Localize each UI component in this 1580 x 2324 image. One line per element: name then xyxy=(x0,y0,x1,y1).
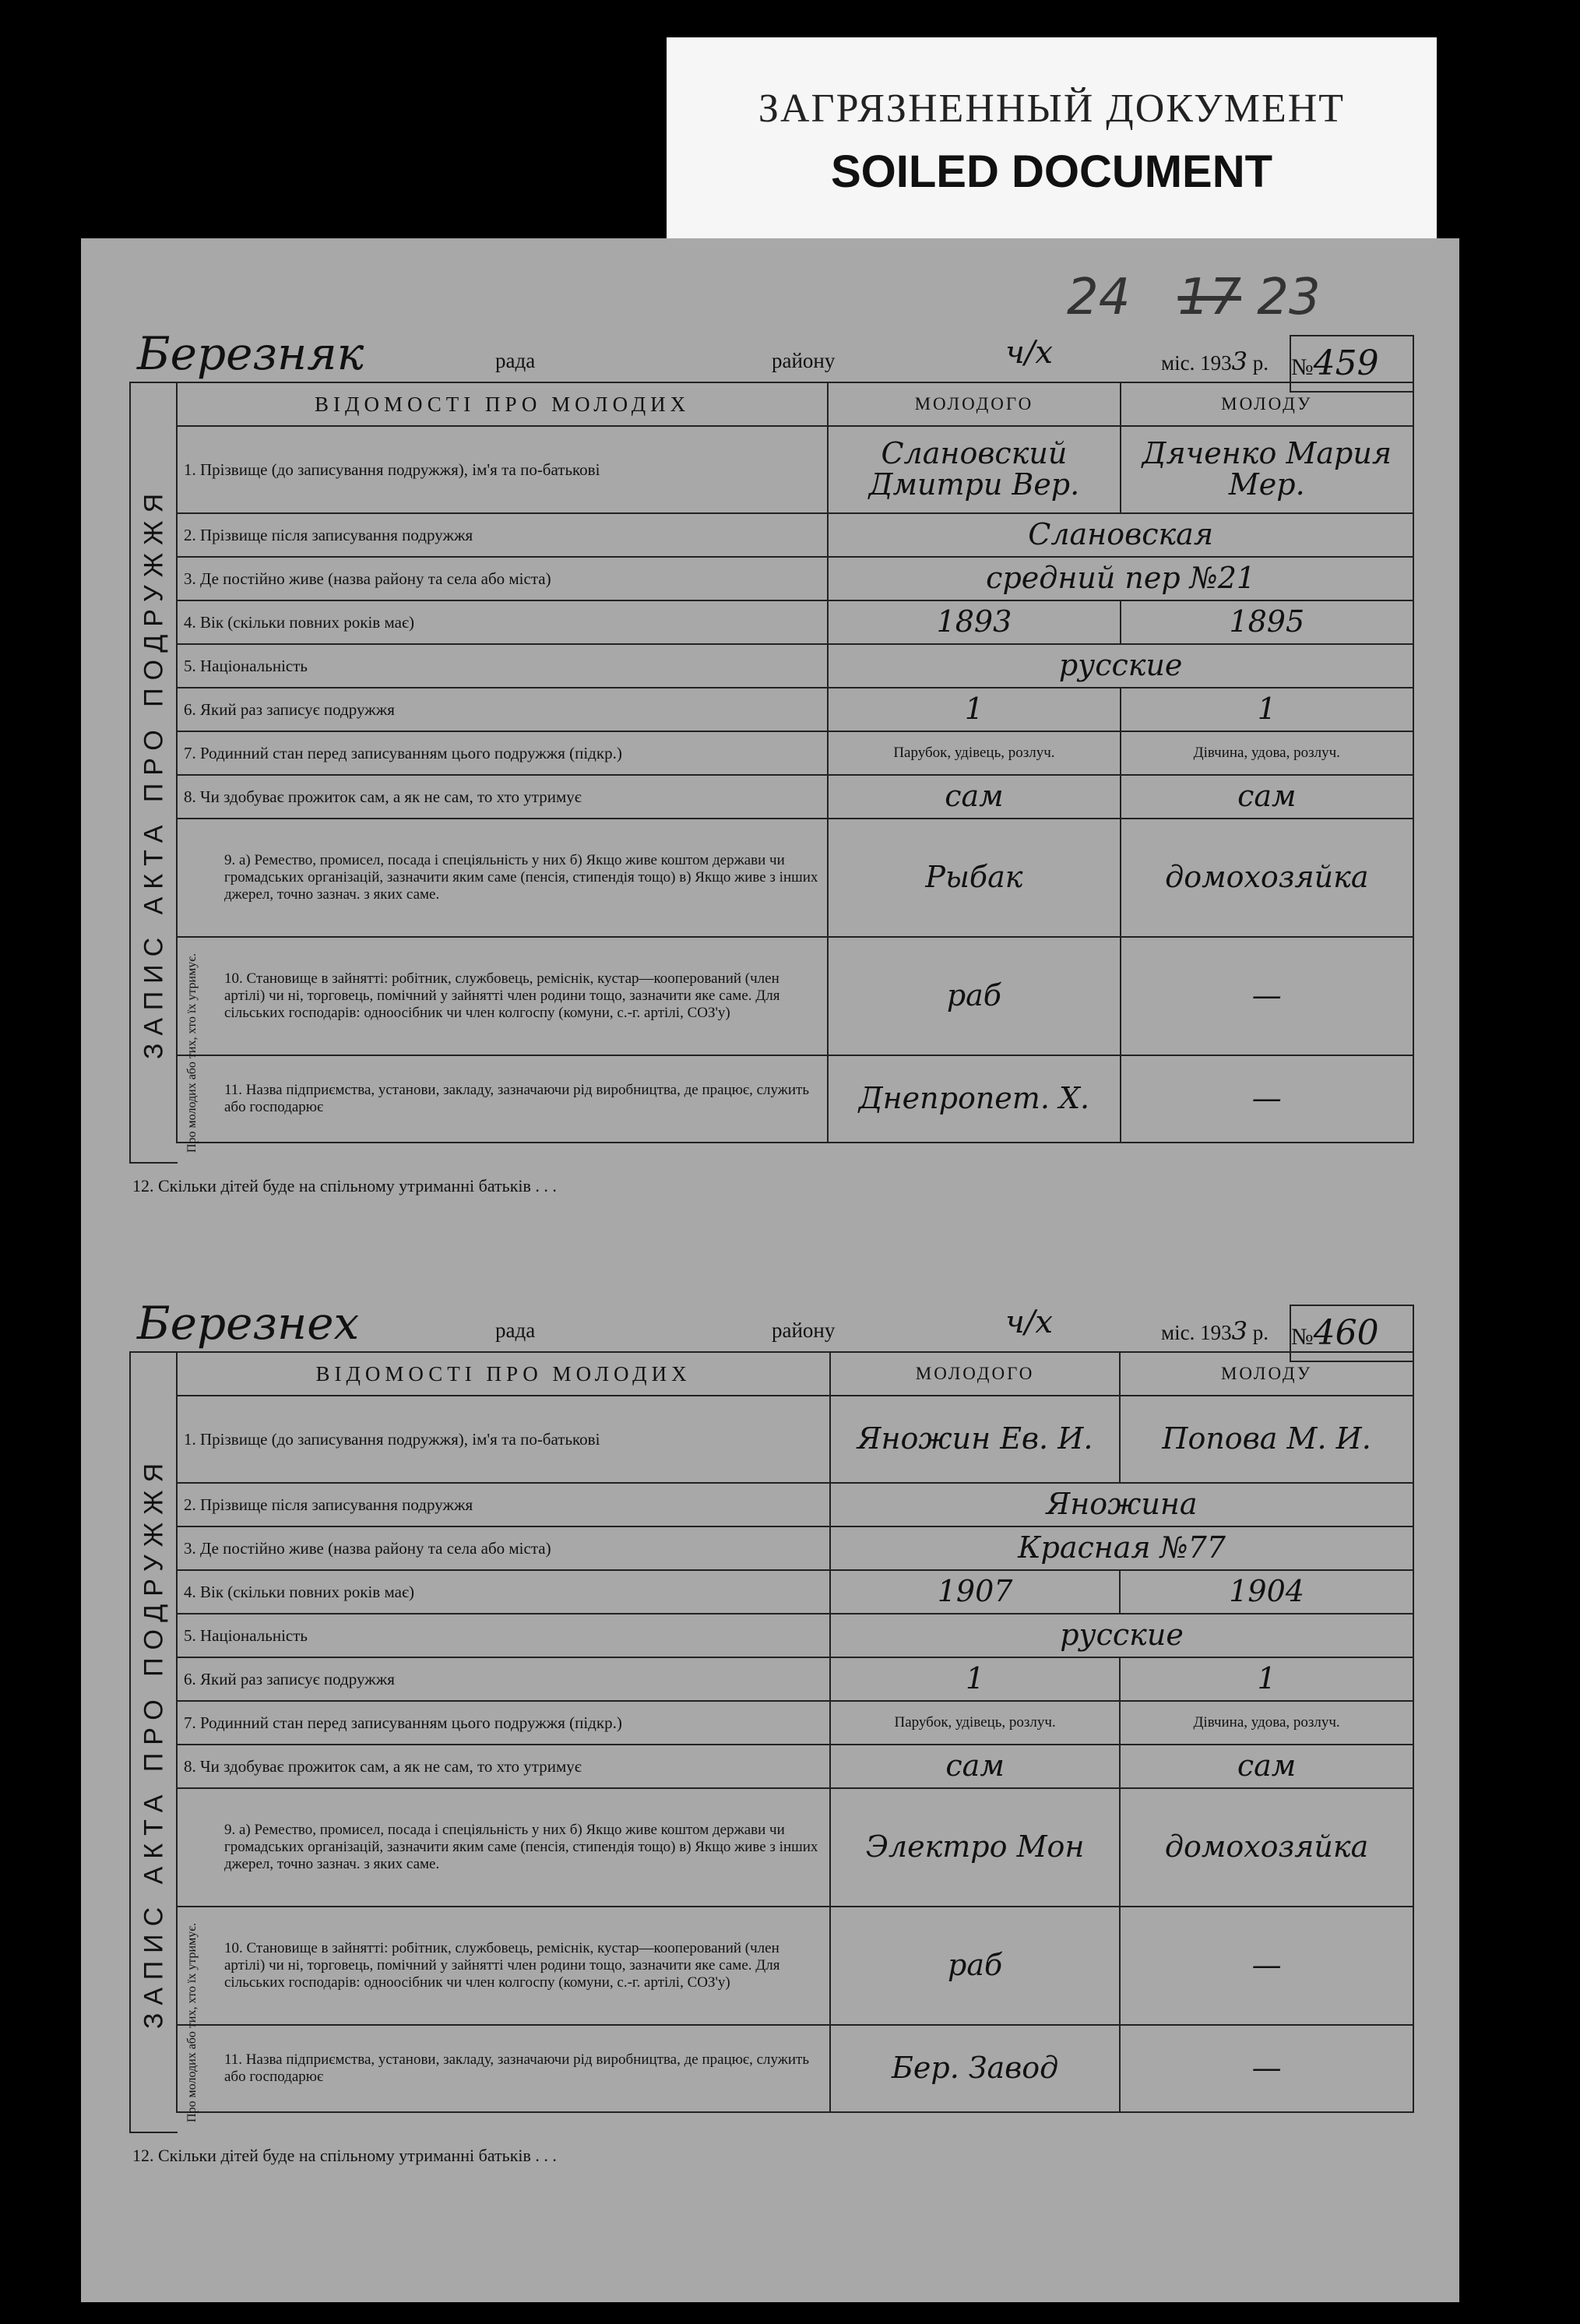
q11-label: 11. Назва підприємства, установи, закладу, зазначаючи рід виробництва, де працює, служить або господарює xyxy=(177,1055,828,1143)
groom-self-support: сам xyxy=(830,1745,1120,1788)
bride-workplace: — xyxy=(1121,1055,1413,1143)
bride-status-options: Дівчина, удова, розлуч. xyxy=(1121,731,1413,775)
section-heading: ВІДОМОСТІ ПРО МОЛОДИХ xyxy=(177,1352,830,1396)
surname-after: Слановская xyxy=(828,513,1413,557)
residence: средний пер №21 xyxy=(828,557,1413,600)
nationality: русские xyxy=(830,1614,1413,1657)
q8-label: 8. Чи здобуває прожиток сам, а як не сам, то хто утримує xyxy=(177,1745,830,1788)
record-number-box: №459 xyxy=(1290,335,1414,393)
q4-label: 4. Вік (скільки повних років має) xyxy=(177,600,828,644)
district-value: ч/х xyxy=(1005,335,1053,371)
q10-label: 10. Становище в зайнятті: робітник, службовець, реміснік, кустар—кооперований (член артілі) чи ні, торговець, помічний у зайнятті член родини тощо, зазначити яке саме. Для сільських господарів: одноосібник чи член колгоспу (комуни, с.-г. артілі, СОЗ'у) xyxy=(177,1907,830,2025)
marriage-record-2 xyxy=(129,1297,1414,2161)
q9-label: 9. а) Ремество, промисел, посада і спеціяльність у них б) Якщо живе коштом держави чи громадських організацій, зазначити яким саме (пенсія, стипендія тощо) в) Якщо живе з інших джерел, точно зазнач. з яких саме. xyxy=(177,1788,830,1907)
vertical-title: ЗАПИС АКТА ПРО ПОДРУЖЖЯ xyxy=(129,1351,178,2133)
groom-name: Слановский Дмитри Вер. xyxy=(828,426,1120,513)
groom-name: Яножин Ев. И. xyxy=(830,1396,1120,1483)
record-table xyxy=(176,1351,1414,2113)
archive-number-crossed: 17 xyxy=(1177,269,1241,326)
label-russian: ЗАГРЯЗНЕННЫЙ ДОКУМЕНТ xyxy=(758,86,1346,131)
q9-label: 9. а) Ремество, промисел, посада і спеціяльність у них б) Якщо живе коштом держави чи громадських організацій, зазначити яким саме (пенсія, стипендія тощо) в) Якщо живе з інших джерел, точно зазнач. з яких саме. xyxy=(177,819,828,937)
raion-label: району xyxy=(772,1319,836,1342)
groom-birth-year: 1907 xyxy=(830,1570,1120,1614)
side-note: Про молодих або тих, хто їх утримує. xyxy=(185,1922,199,2122)
archive-number xyxy=(1067,269,1321,326)
q5-label: 5. Національність xyxy=(177,1614,830,1657)
bride-occupation: домохозяйка xyxy=(1121,819,1413,937)
bride-status-options: Дівчина, удова, розлуч. xyxy=(1120,1701,1413,1745)
bride-times: 1 xyxy=(1120,1657,1413,1701)
bride-employment-status: — xyxy=(1120,1907,1413,2025)
q6-label: 6. Який раз записує подружжя xyxy=(177,688,828,731)
raion-label: району xyxy=(772,349,836,372)
month-year-label: міс. 1933 р. xyxy=(1161,1316,1269,1346)
q8-label: 8. Чи здобуває прожиток сам, а як не сам, то хто утримує xyxy=(177,775,828,819)
district-value: ч/х xyxy=(1005,1305,1053,1340)
q4-label: 4. Вік (скільки повних років має) xyxy=(177,1570,830,1614)
q11-label: 11. Назва підприємства, установи, закладу, зазначаючи рід виробництва, де працює, служить або господарює xyxy=(177,2025,830,2112)
groom-workplace: Бер. Завод xyxy=(830,2025,1120,2112)
bride-occupation: домохозяйка xyxy=(1120,1788,1413,1907)
vertical-title: ЗАПИС АКТА ПРО ПОДРУЖЖЯ xyxy=(129,382,178,1164)
groom-times: 1 xyxy=(830,1657,1120,1701)
nationality: русские xyxy=(828,644,1413,688)
record-header xyxy=(129,1297,1414,1351)
q6-label: 6. Який раз записує подружжя xyxy=(177,1657,830,1701)
bride-name: Попова М. И. xyxy=(1120,1396,1413,1483)
column-bride: МОЛОДУ xyxy=(1121,382,1413,426)
side-note: Про молодих або тих, хто їх утримує. xyxy=(185,952,199,1153)
column-groom: МОЛОДОГО xyxy=(830,1352,1120,1396)
record-header xyxy=(129,327,1414,382)
groom-status-options: Парубок, удівець, розлуч. xyxy=(828,731,1120,775)
groom-self-support: сам xyxy=(828,775,1120,819)
archive-number-old: 24 xyxy=(1067,269,1131,326)
bride-times: 1 xyxy=(1121,688,1413,731)
marriage-record-1 xyxy=(129,327,1414,1192)
column-bride: МОЛОДУ xyxy=(1120,1352,1413,1396)
bride-self-support: сам xyxy=(1120,1745,1413,1788)
place-name: Березнех xyxy=(137,1297,360,1350)
bride-employment-status: — xyxy=(1121,937,1413,1055)
bride-birth-year: 1904 xyxy=(1120,1570,1413,1614)
groom-occupation: Электро Мон xyxy=(830,1788,1120,1907)
month-year-label: міс. 1933 р. xyxy=(1161,347,1269,376)
q2-label: 2. Прізвище після записування подружжя xyxy=(177,513,828,557)
column-groom: МОЛОДОГО xyxy=(828,382,1120,426)
groom-workplace: Днепропет. Х. xyxy=(828,1055,1120,1143)
bride-self-support: сам xyxy=(1121,775,1413,819)
rada-label: рада xyxy=(495,349,536,372)
q12-label-1: 12. Скільки дітей буде на спільному утриманні батьків . . . xyxy=(132,1176,557,1195)
groom-birth-year: 1893 xyxy=(828,600,1120,644)
bride-birth-year: 1895 xyxy=(1121,600,1413,644)
section-heading: ВІДОМОСТІ ПРО МОЛОДИХ xyxy=(177,382,828,426)
residence: Красная №77 xyxy=(830,1526,1413,1570)
bride-name: Дяченко Мария Мер. xyxy=(1121,426,1413,513)
q12-label-2: 12. Скільки дітей буде на спільному утриманні батьків . . . xyxy=(132,2146,557,2165)
groom-employment-status: раб xyxy=(830,1907,1120,2025)
q5-label: 5. Національність xyxy=(177,644,828,688)
q10-label: 10. Становище в зайнятті: робітник, службовець, реміснік, кустар—кооперований (член артілі) чи ні, торговець, помічний у зайнятті член родини тощо, зазначити яке саме. Для сільських господарів: одноосібник чи член колгоспу (комуни, с.-г. артілі, СОЗ'у) xyxy=(177,937,828,1055)
q3-label: 3. Де постійно живе (назва району та села або міста) xyxy=(177,557,828,600)
q3-label: 3. Де постійно живе (назва району та села або міста) xyxy=(177,1526,830,1570)
surname-after: Яножина xyxy=(830,1483,1413,1526)
q7-label: 7. Родинний стан перед записуванням цього подружжя (підкр.) xyxy=(177,731,828,775)
groom-occupation: Рыбак xyxy=(828,819,1120,937)
q1-label: 1. Прізвище (до записування подружжя), ім'я та по-батькові xyxy=(177,426,828,513)
q2-label: 2. Прізвище після записування подружжя xyxy=(177,1483,830,1526)
bride-workplace: — xyxy=(1120,2025,1413,2112)
soiled-document-label xyxy=(667,37,1437,252)
groom-times: 1 xyxy=(828,688,1120,731)
groom-status-options: Парубок, удівець, розлуч. xyxy=(830,1701,1120,1745)
record-number: 459 xyxy=(1313,343,1379,383)
record-number: 460 xyxy=(1313,1313,1379,1353)
record-table xyxy=(176,382,1414,1143)
groom-employment-status: раб xyxy=(828,937,1120,1055)
place-name: Березняк xyxy=(137,327,364,380)
record-number-box: №460 xyxy=(1290,1305,1414,1362)
archive-number-new: 23 xyxy=(1257,269,1321,326)
q1-label: 1. Прізвище (до записування подружжя), ім'я та по-батькові xyxy=(177,1396,830,1483)
q7-label: 7. Родинний стан перед записуванням цього подружжя (підкр.) xyxy=(177,1701,830,1745)
label-english: SOILED DOCUMENT xyxy=(830,146,1273,197)
rada-label: рада xyxy=(495,1319,536,1342)
